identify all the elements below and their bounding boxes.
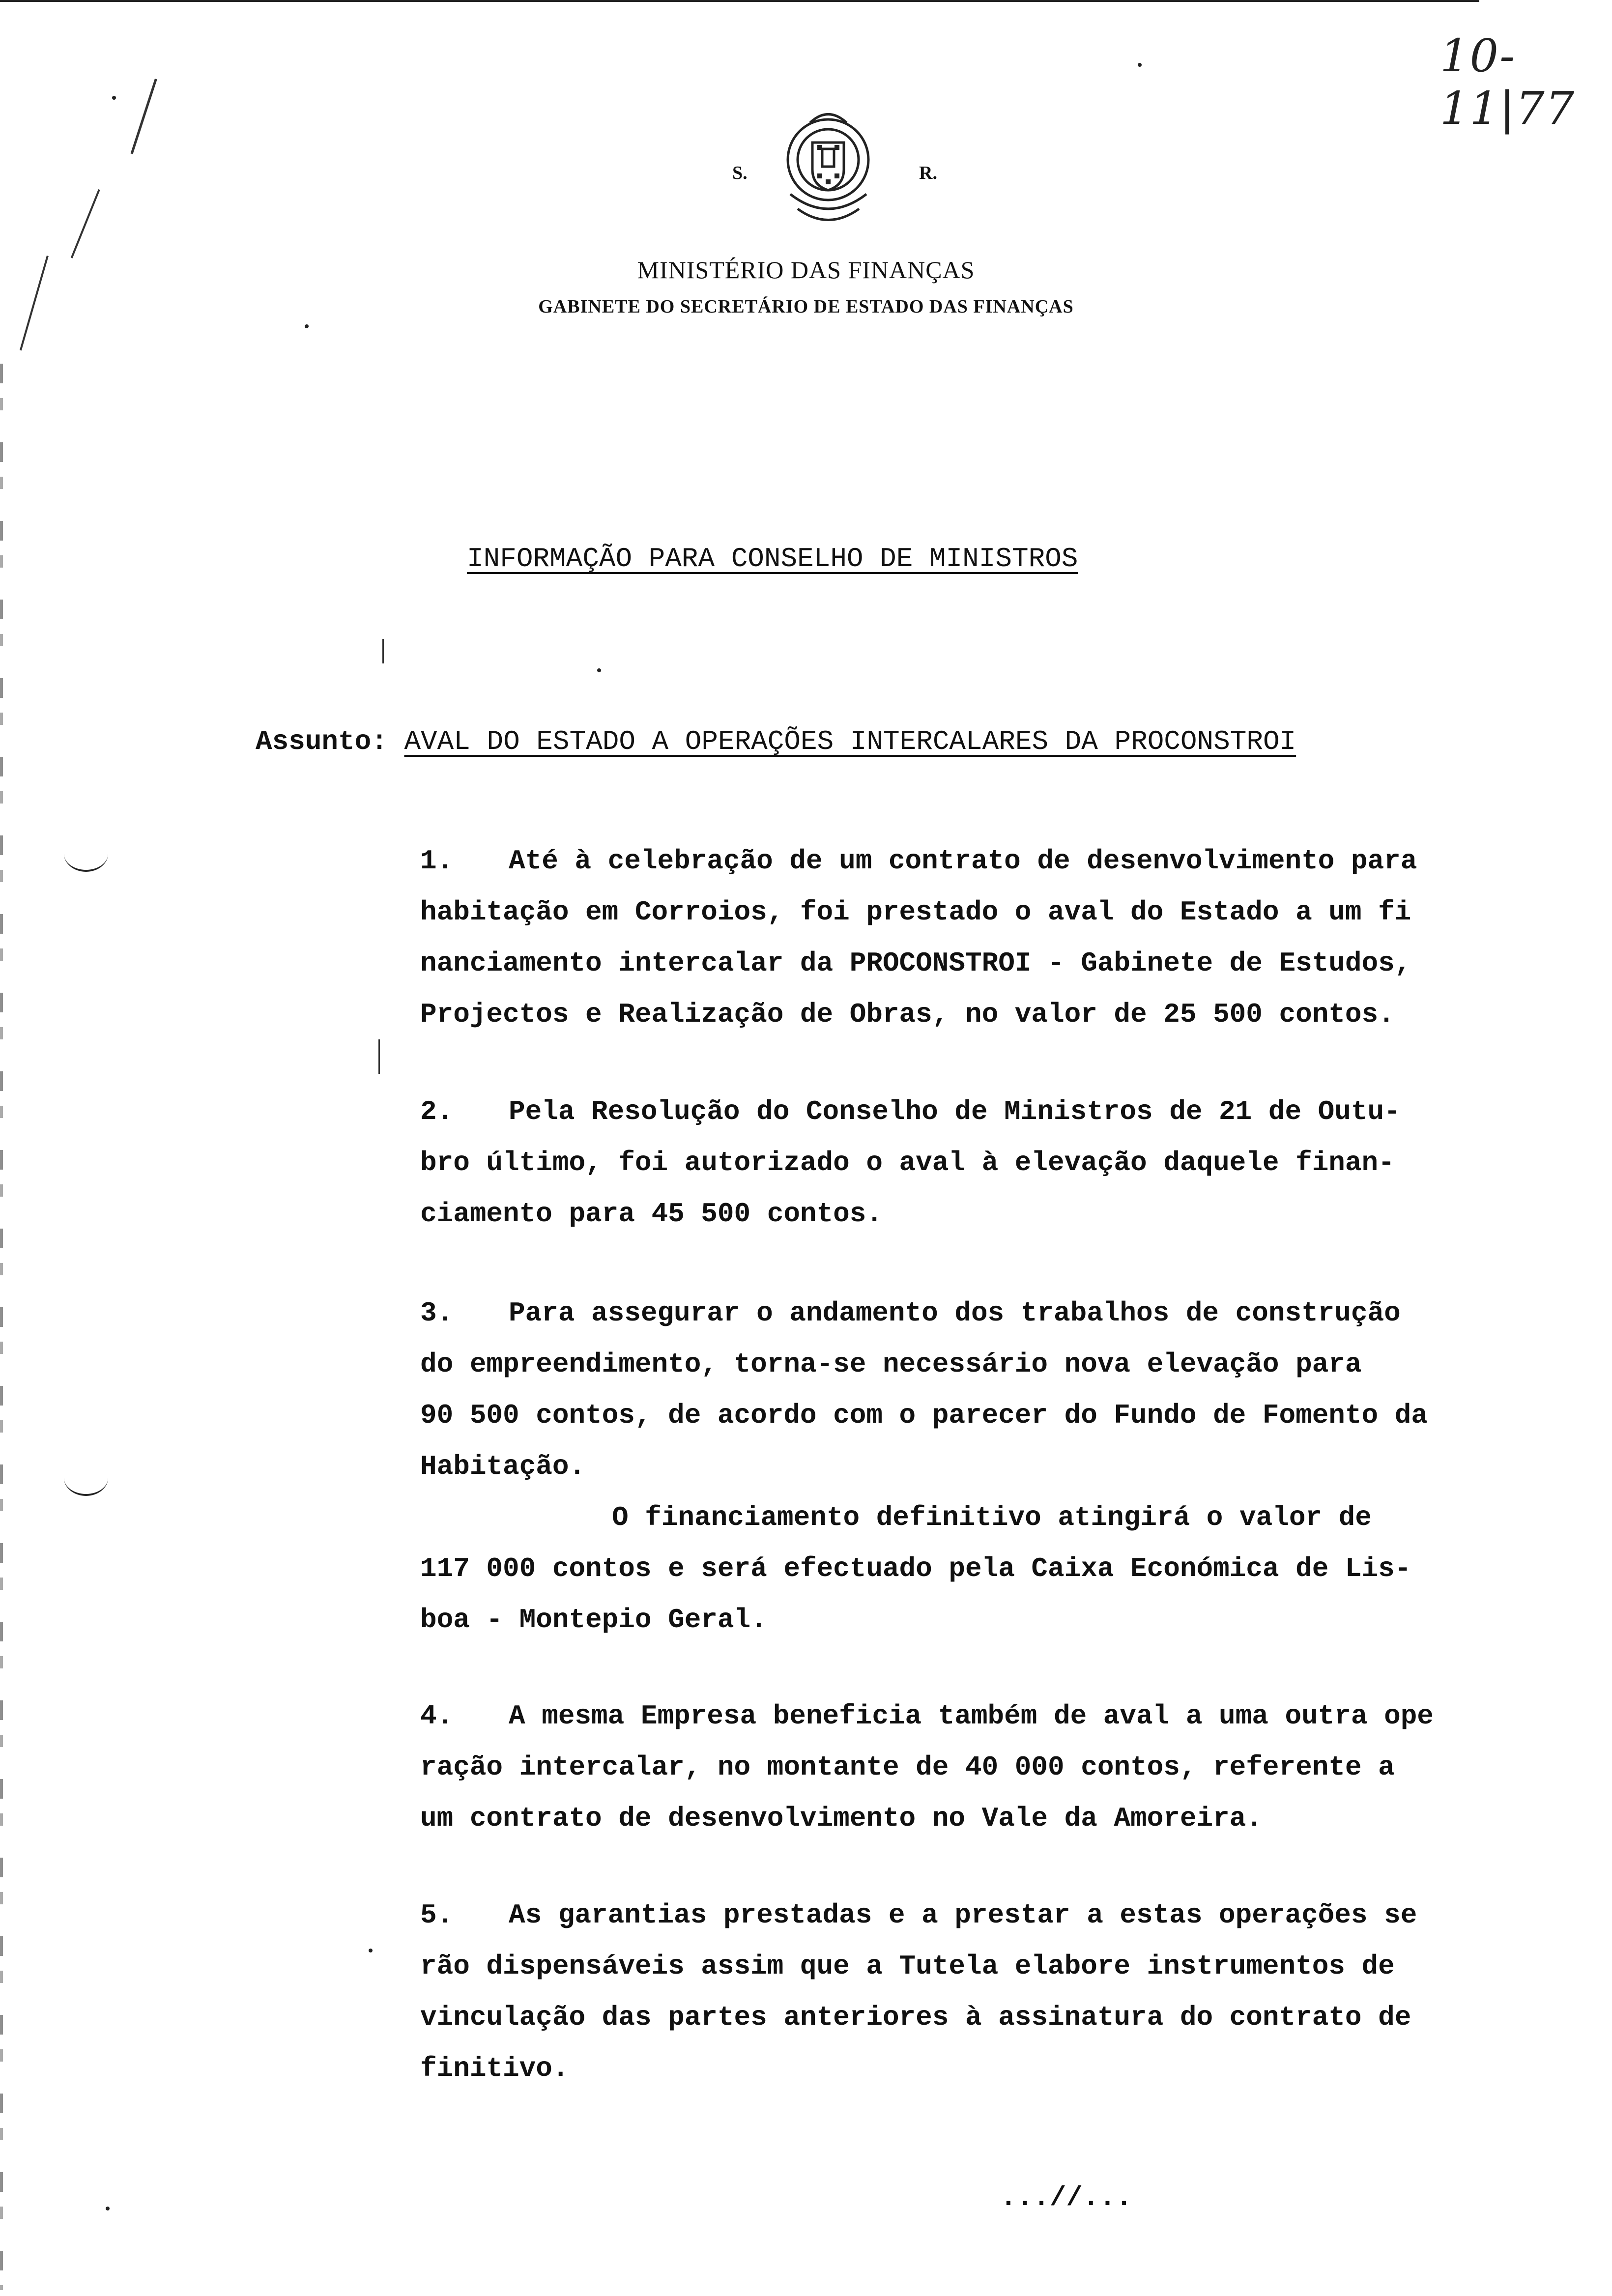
paragraph-number: 4. [420,1700,454,1732]
paragraph-line: 90 500 contos, de acordo com o parecer do Fundo de Fomento da [420,1400,1428,1431]
continuation-mark: ...//... [1000,2182,1132,2213]
subject-value: AVAL DO ESTADO A OPERAÇÕES INTERCALARES DA PROCONSTROI [404,726,1296,757]
paragraph-line: ciamento para 45 500 contos. [420,1198,883,1230]
paragraph-line [420,1492,1428,1543]
scan-stroke [131,79,157,154]
paragraph-line: Projectos e Realização de Obras, no valor de 25 500 contos. [420,999,1395,1030]
paragraph-number: 5. [420,1899,454,1931]
paragraph-line: nanciamento intercalar da PROCONSTROI - Gabinete de Estudos, [420,947,1411,979]
scan-stroke [378,1039,380,1074]
scan-speck [112,96,116,100]
paragraph-text: As garantias prestadas e a prestar a estas operações se [509,1899,1417,1931]
scan-speck [106,2207,110,2210]
paragraph-line [420,1086,1401,1137]
paragraph-line: Habitação. [420,1451,586,1482]
coat-of-arms-seal-icon [771,101,886,243]
cabinet-name: GABINETE DO SECRETÁRIO DE ESTADO DAS FINANÇAS [538,296,1074,317]
paragraph-line: do empreendimento, torna-se necessário nova elevação para [420,1349,1362,1380]
binding-edge-marks [0,364,3,2290]
paragraph-line: vinculação das partes anteriores à assinatura do contrato de [420,2002,1411,2033]
paragraph-text: Para assegurar o andamento dos trabalhos de construção [509,1297,1401,1329]
paragraph-3 [420,1288,1428,1645]
paragraph-line: boa - Montepio Geral. [420,1604,767,1636]
scan-stroke [71,189,100,258]
punch-hole-mark [64,835,108,872]
paragraph-number: 3. [420,1297,454,1329]
paragraph-text: A mesma Empresa beneficia também de aval a uma outra ope [509,1700,1434,1732]
paragraph-line [420,835,1417,887]
paragraph-line [420,1691,1434,1742]
scan-speck [369,1949,373,1952]
paragraph-line: finitivo. [420,2053,569,2084]
paragraph-1 [420,835,1417,1040]
paragraph-line: ração intercalar, no montante de 40 000 contos, referente a [420,1751,1395,1783]
ministry-name: MINISTÉRIO DAS FINANÇAS [637,256,975,284]
punch-hole-mark [64,1460,108,1496]
paragraph-line: bro último, foi autorizado o aval à elevação daquele finan- [420,1147,1395,1178]
paragraph-text: Pela Resolução do Conselho de Ministros de 21 de Outu- [509,1096,1401,1127]
paragraph-5 [420,1890,1417,2094]
handwritten-reference: 10-11|77 [1440,29,1576,135]
subject-label: Assunto: [256,726,388,757]
scan-stroke [382,639,384,663]
paragraph-line: 117 000 contos e será efectuado pela Caixa Económica de Lis- [420,1553,1411,1584]
paragraph-line: habitação em Corroios, foi prestado o aval do Estado a um fi [420,896,1411,928]
document-title [467,543,1078,574]
header-left-letter: S. [732,163,748,183]
document-title-text: INFORMAÇÃO PARA CONSELHO DE MINISTROS [467,543,1078,574]
paragraph-number: 1. [420,845,454,877]
scan-speck [305,324,309,328]
scan-speck [1138,63,1142,67]
subject-line [256,726,1296,757]
scan-top-edge [0,0,1479,2]
paragraph-line [420,1890,1417,1941]
paragraph-line: rão dispensáveis assim que a Tutela elabore instrumentos de [420,1951,1395,1982]
paragraph-number: 2. [420,1096,454,1127]
header-right-letter: R. [919,163,937,183]
scan-speck [597,668,601,672]
paragraph-line: um contrato de desenvolvimento no Vale da Amoreira. [420,1803,1263,1834]
paragraph-2 [420,1086,1401,1239]
paragraph-text: O financiamento definitivo atingirá o valor de [612,1502,1372,1533]
paragraph-line [420,1288,1428,1339]
paragraph-4 [420,1691,1434,1844]
paragraph-text: Até à celebração de um contrato de desenvolvimento para [509,845,1417,877]
